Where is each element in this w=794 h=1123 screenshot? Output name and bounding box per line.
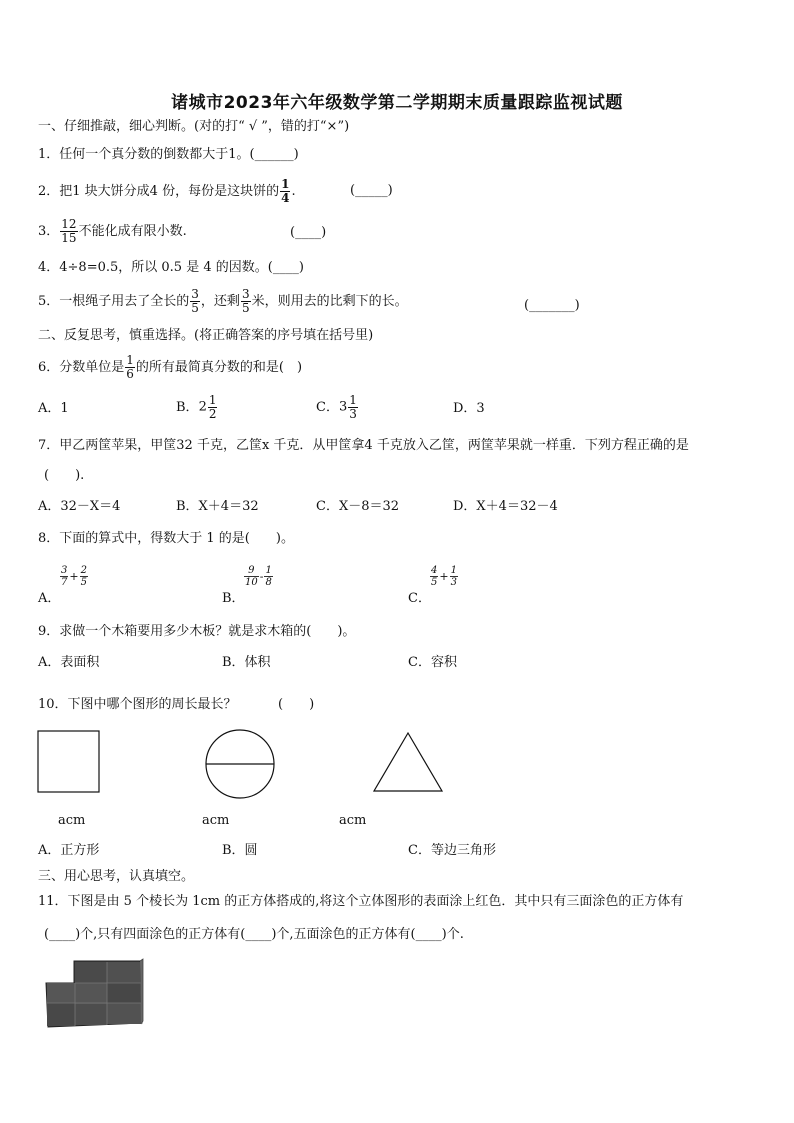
option-8c-expression <box>430 565 458 588</box>
section-3-heading: 三、用心思考，认真填空。 <box>38 869 195 884</box>
circle-label: acm <box>202 813 230 828</box>
numerator: 4 <box>431 565 438 576</box>
question-11-line-1: 11．下图是由 5 个棱长为 1cm 的正方体搭成的,将这个立体图形的表面涂上红色．其中只有三面涂色的正方体有 <box>38 894 684 909</box>
mixed-integer: 3 <box>338 399 348 415</box>
question-11-line-2: (____)个,只有四面涂色的正方体有(____)个,五面涂色的正方体有(____)个. <box>44 927 464 942</box>
fraction <box>190 288 200 315</box>
question-3-number: 3． <box>38 224 60 239</box>
page-title: 诸城市2023年六年级数学第二学期期末质量跟踪监视试题 <box>171 93 623 113</box>
fraction <box>208 394 218 421</box>
denominator: 15 <box>61 231 77 245</box>
option-8b-expression <box>244 565 273 588</box>
numerator: 12 <box>61 217 77 231</box>
question-4: 4．4÷8=0.5，所以 0.5 是 4 的因数。(____) <box>38 260 304 275</box>
question-10: 10．下图中哪个图形的周长最长？ <box>38 697 237 712</box>
numerator: 1 <box>208 393 217 407</box>
question-10-blank: ( ) <box>278 697 315 712</box>
option-9b: B．体积 <box>222 655 271 670</box>
option-label: B． <box>176 400 199 415</box>
numerator: 1 <box>126 353 134 367</box>
option-10a: A．正方形 <box>38 843 100 858</box>
denominator: 4 <box>281 191 290 205</box>
circle-figure <box>203 727 277 801</box>
section-1-heading: 一、仔细推敲，细心判断。(对的打“ √ ”，错的打“×”) <box>38 119 350 134</box>
mixed-integer: 2 <box>198 399 207 415</box>
option-9c: C．容积 <box>408 655 457 670</box>
question-9: 9．求做一个木箱要用多少木板？就是求木箱的( )。 <box>38 624 356 639</box>
denominator: 8 <box>265 577 272 588</box>
fraction <box>241 288 251 315</box>
square-label: acm <box>58 813 86 828</box>
option-6d: D．3 <box>453 401 485 416</box>
option-8a-expression <box>60 565 88 588</box>
denominator: 5 <box>191 301 199 315</box>
option-8c-label: C． <box>408 591 431 606</box>
denominator: 5 <box>241 301 250 315</box>
question-2-text: 2．把1 块大饼分成4 份，每份是这块饼的 <box>38 184 280 199</box>
fraction <box>280 178 290 205</box>
option-7b: B．X＋4＝32 <box>176 499 259 514</box>
period: . <box>291 184 296 199</box>
question-3-blank: (____) <box>290 225 327 240</box>
fraction <box>80 565 88 588</box>
fraction <box>450 565 458 588</box>
numerator: 1 <box>450 565 457 576</box>
denominator: 3 <box>450 577 457 588</box>
option-6c <box>316 394 359 421</box>
numerator: 9 <box>244 565 259 577</box>
question-2-blank: (_____) <box>350 183 393 198</box>
option-6b <box>176 394 218 421</box>
numerator: 2 <box>80 565 87 576</box>
operator: + <box>69 570 79 583</box>
option-8a-label: A． <box>38 591 61 606</box>
question-2 <box>38 178 296 205</box>
option-10b: B．圆 <box>222 843 258 858</box>
question-6 <box>38 354 302 381</box>
square-figure <box>36 729 102 795</box>
question-3-text: 不能化成有限小数. <box>78 224 187 239</box>
denominator: 10 <box>245 577 258 588</box>
numerator: 1 <box>265 565 272 576</box>
question-6-text-end: 的所有最简真分数的和是( ) <box>135 360 303 375</box>
option-7c: C．X－8＝32 <box>316 499 400 514</box>
option-9a: A．表面积 <box>38 655 100 670</box>
question-7-line-2: ( ). <box>44 468 85 483</box>
triangle-figure <box>372 731 444 793</box>
question-1: 1．任何一个真分数的倒数都大于1。(______) <box>38 147 299 162</box>
numerator: 3 <box>241 287 250 301</box>
denominator: 2 <box>208 407 217 421</box>
question-8: 8．下面的算式中，得数大于 1 的是( )。 <box>38 531 294 546</box>
denominator: 5 <box>431 577 438 588</box>
fraction <box>60 565 68 588</box>
question-7-line-1: 7．甲乙两筐苹果，甲筐32 千克，乙筐x 千克．从甲筐拿4 千克放入乙筐，两筐苹果就一样重．下列方程正确的是 <box>38 438 689 453</box>
question-5-text-end: 米，则用去的比剩下的长。 <box>251 294 408 309</box>
fraction <box>264 565 272 588</box>
option-8b-label: B． <box>222 591 245 606</box>
fraction <box>60 218 77 245</box>
denominator: 6 <box>126 367 134 381</box>
fraction <box>125 354 135 381</box>
question-5 <box>38 288 408 315</box>
section-2-heading: 二、反复思考，慎重选择。(将正确答案的序号填在括号里) <box>38 328 374 343</box>
triangle-label: acm <box>339 813 367 828</box>
question-5-blank: (_______) <box>524 298 580 313</box>
denominator: 3 <box>349 407 357 421</box>
question-6-text: 6．分数单位是 <box>38 360 125 375</box>
numerator: 1 <box>281 177 290 191</box>
numerator: 3 <box>61 565 68 576</box>
option-7d: D．X＋4＝32－4 <box>453 499 558 514</box>
option-6a: A．1 <box>38 401 69 416</box>
denominator: 7 <box>61 577 68 588</box>
option-7a: A．32－X＝4 <box>38 499 121 514</box>
operator: - <box>259 570 264 583</box>
question-5-text-mid: ，还剩 <box>200 294 240 309</box>
option-label: C． <box>316 400 339 415</box>
operator: + <box>439 570 449 583</box>
fraction <box>244 565 259 588</box>
denominator: 5 <box>80 577 87 588</box>
question-3 <box>38 218 187 245</box>
cube-stack-figure <box>44 955 144 1029</box>
fraction <box>348 394 358 421</box>
option-10c: C．等边三角形 <box>408 843 496 858</box>
numerator: 3 <box>191 287 199 301</box>
numerator: 1 <box>349 393 357 407</box>
question-5-text: 5．一根绳子用去了全长的 <box>38 294 190 309</box>
fraction <box>430 565 438 588</box>
